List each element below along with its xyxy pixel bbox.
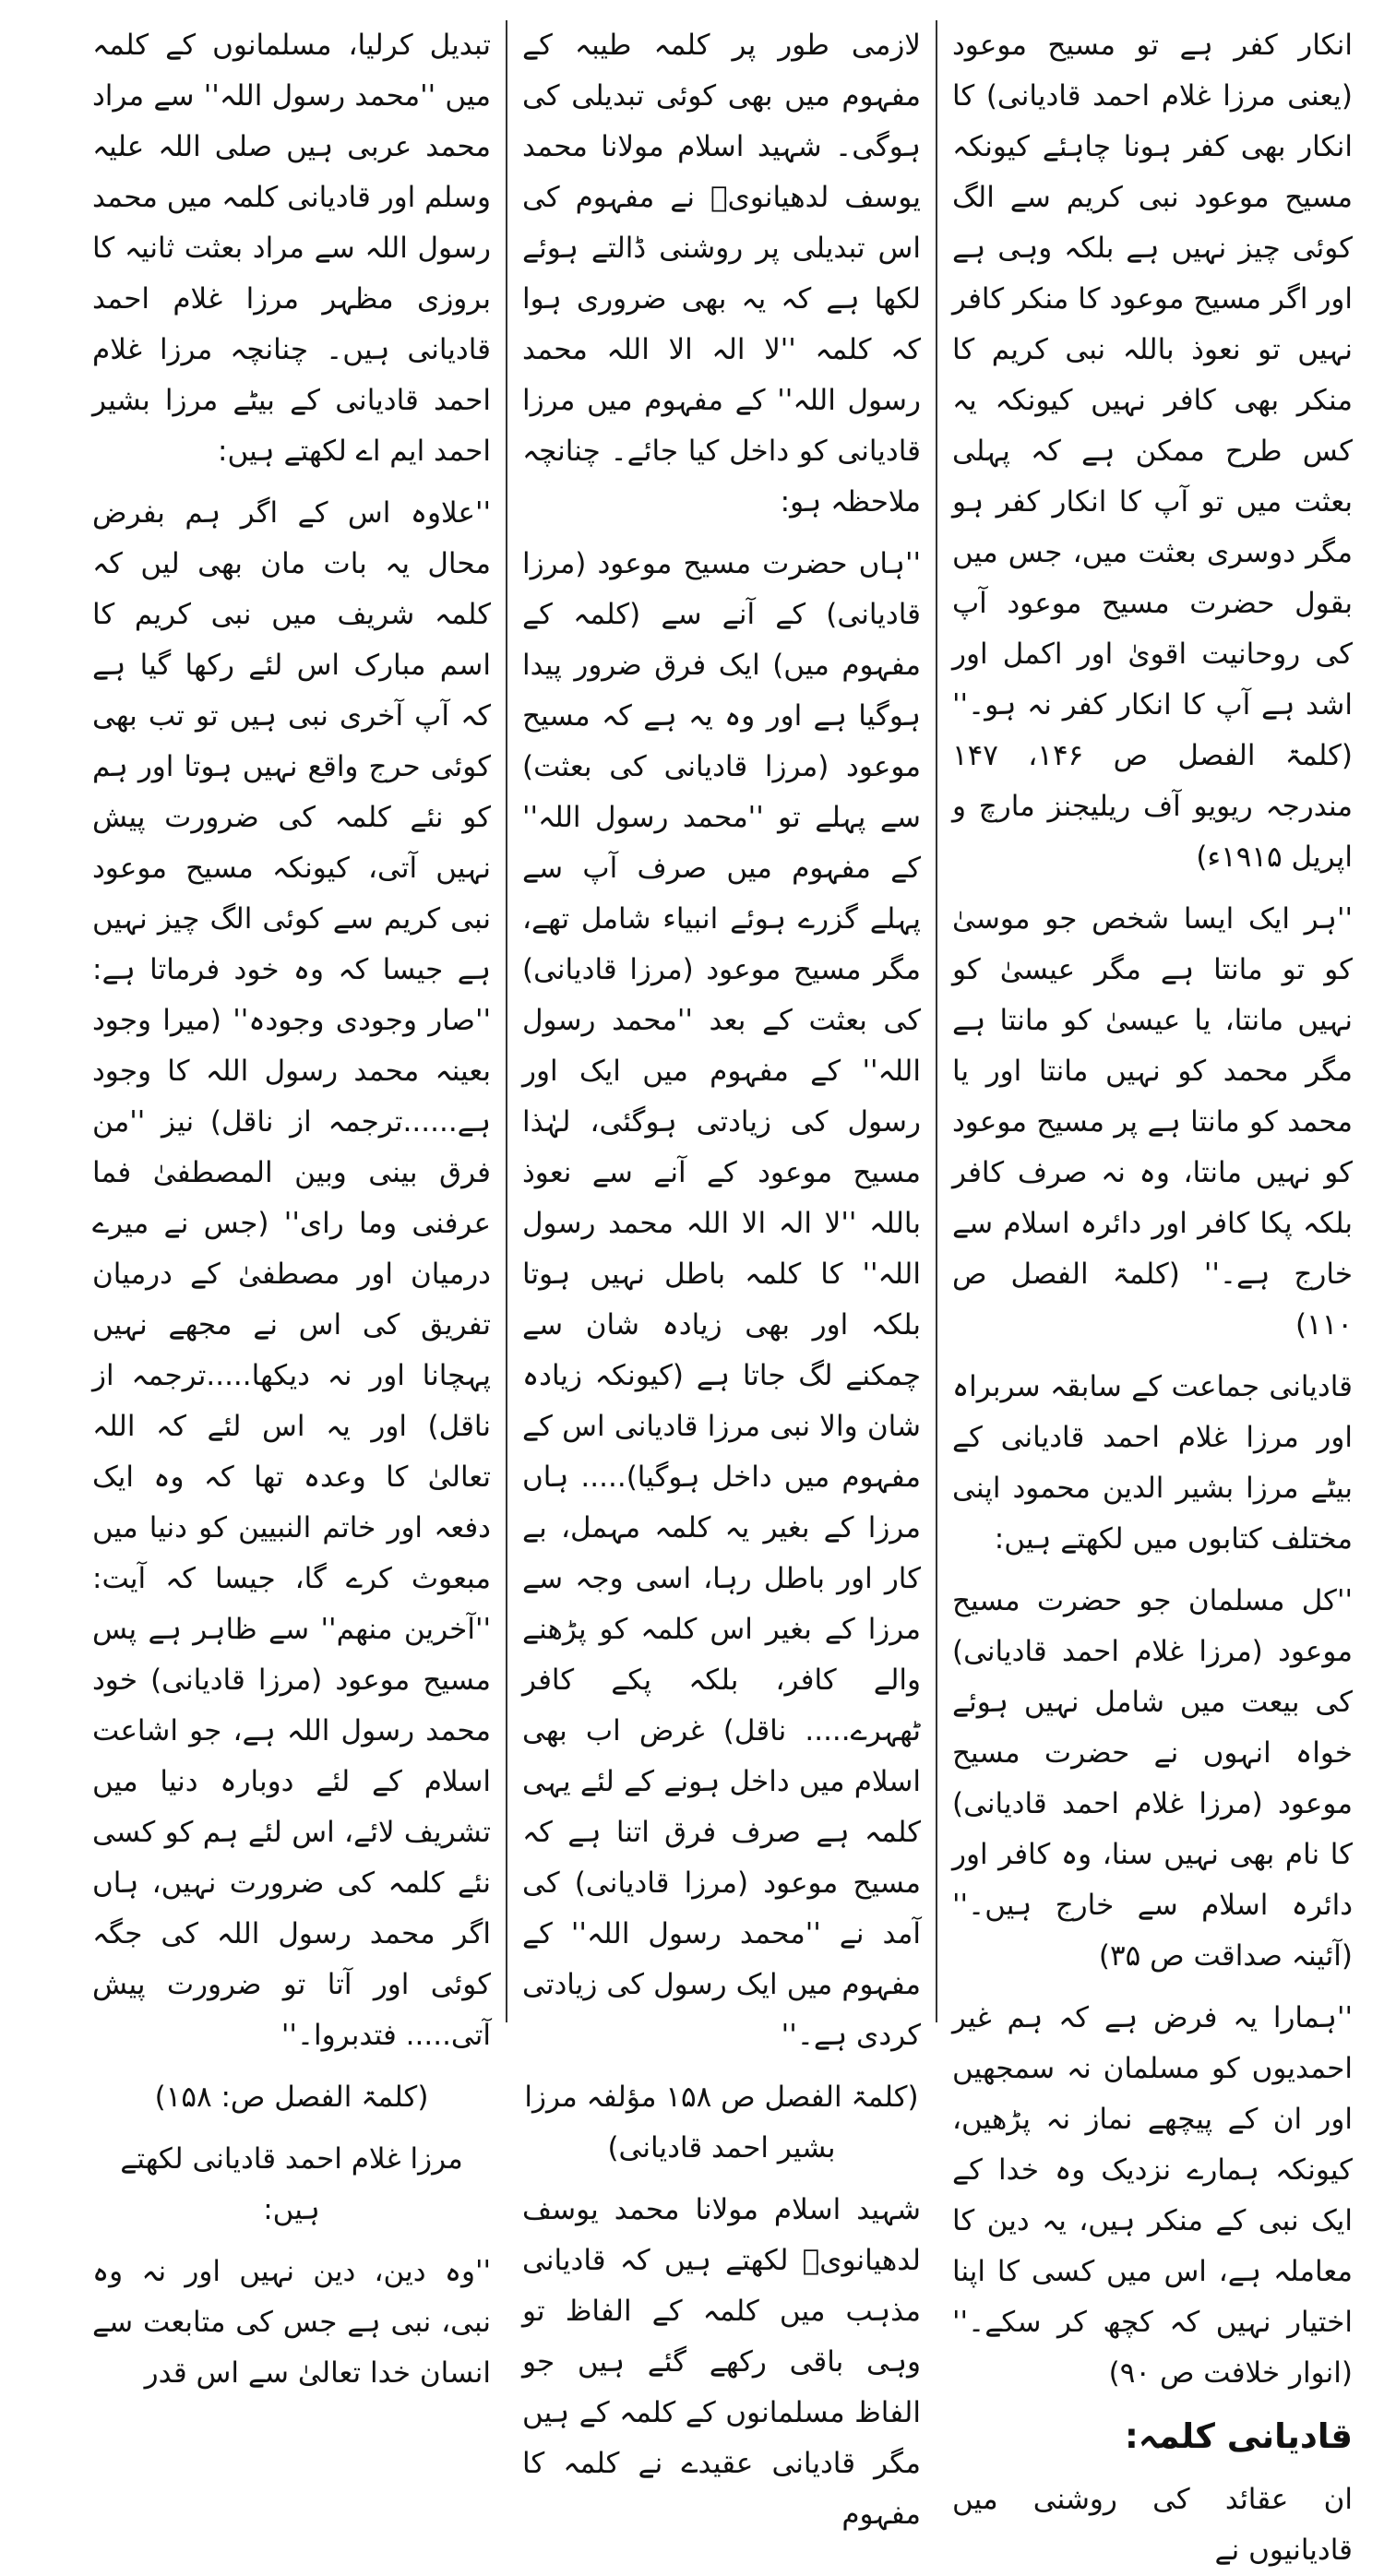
citation-line: (کلمۃ الفصل ص: ۱۵۸) (154, 2081, 429, 2114)
paragraph: ''ہر ایک ایسا شخص جو موسیٰ کو تو مانتا ہے مگر عیسیٰ کو نہیں مانتا، یا عیسیٰ کو مانتا ہے مگر محمد کو نہیں مانتا اور یا محمد کو مانتا ہے پر مسیح موعود کو نہیں مانتا، وہ نہ صرف کافر بلکہ پکا کافر اور دائرہ اسلام سے خارج ہے۔'' (کلمۃ الفصل ص ۱۱۰) (952, 902, 1353, 1342)
paragraph: لازمی طور پر کلمہ طیبہ کے مفہوم میں بھی کوئی تبدیلی کی ہوگی۔ شہید اسلام مولانا محمد یوسف لدھیانویؒ نے مفہوم کی اس تبدیلی پر روشنی ڈالتے ہوئے لکھا ہے کہ یہ بھی ضروری ہوا کہ کلمہ ''لا الہ الا اللہ محمد رسول اللہ'' کے مفہوم میں مرزا قادیانی کو داخل کیا جائے۔ چنانچہ ملاحظہ ہو: (522, 29, 921, 519)
citation-line: مرزا غلام احمد قادیانی لکھتے ہیں: (120, 2142, 463, 2226)
paragraph: قادیانی جماعت کے سابقہ سربراہ اور مرزا غلام احمد قادیانی کے بیٹے مرزا بشیر الدین محمود اپنی مختلف کتابوں میں لکھتے ہیں: (952, 1370, 1353, 1556)
paragraph: ''کل مسلمان جو حضرت مسیح موعود (مرزا غلام احمد قادیانی) کی بیعت میں شامل نہیں ہوئے خواہ انہوں نے حضرت مسیح موعود (مرزا غلام احمد قادیانی) کا نام بھی نہیں سنا، وہ کافر اور دائرہ اسلام سے خارج ہیں۔'' (آئینہ صداقت ص ۳۵) (952, 1584, 1353, 1973)
paragraph: ''ہمارا یہ فرض ہے کہ ہم غیر احمدیوں کو مسلمان نہ سمجھیں اور ان کے پیچھے نماز نہ پڑھیں، کیونکہ ہمارے نزدیک وہ خدا کے ایک نبی کے منکر ہیں، یہ دین کا معاملہ ہے، اس میں کسی کا اپنا اختیار نہیں کہ کچھ کر سکے۔'' (انوار خلافت ص ۹۰) (952, 2001, 1353, 2390)
paragraph: انکار کفر ہے تو مسیح موعود (یعنی مرزا غلام احمد قادیانی) کا انکار بھی کفر ہونا چاہئے کیونکہ مسیح موعود نبی کریم سے الگ کوئی چیز نہیں ہے بلکہ وہی ہے اور اگر مسیح موعود کا منکر کافر نہیں تو نعوذ باللہ نبی کریم کا منکر بھی کافر نہیں کیونکہ یہ کس طرح ممکن ہے کہ پہلی بعثت میں تو آپ کا انکار کفر ہو مگر دوسری بعثت میں، جس میں بقول حضرت مسیح موعود آپ کی روحانیت اقویٰ اور اکمل اور اشد ہے آپ کا انکار کفر نہ ہو۔'' (کلمۃ الفصل ص ۱۴۶، ۱۴۷ مندرجہ ریویو آف ریلیجنز مارچ و اپریل ۱۹۱۵ء) (952, 29, 1354, 874)
paragraph: ''ہاں حضرت مسیح موعود (مرزا قادیانی) کے آنے سے (کلمہ کے مفہوم میں) ایک فرق ضرور پیدا ہوگیا ہے اور وہ یہ ہے کہ مسیح موعود (مرزا قادیانی کی بعثت) سے پہلے تو ''محمد رسول اللہ'' کے مفہوم میں صرف آپ سے پہلے گزرے ہوئے انبیاء شامل تھے، مگر مسیح موعود (مرزا قادیانی) کی بعثت کے بعد ''محمد رسول اللہ'' کے مفہوم میں ایک اور رسول کی زیادتی ہوگئی، لہٰذا مسیح موعود کے آنے سے نعوذ باللہ ''لا الہ الا اللہ محمد رسول اللہ'' کا کلمہ باطل نہیں ہوتا بلکہ اور بھی زیادہ شان سے چمکنے لگ جاتا ہے (کیونکہ زیادہ شان والا نبی مرزا قادیانی اس کے مفہوم میں داخل ہوگیا)..... ہاں مرزا کے بغیر یہ کلمہ مہمل، بے کار اور باطل رہا، اسی وجہ سے مرزا کے بغیر اس کلمہ کو پڑھنے والے کافر، بلکہ پکے کافر ٹھہرے..... ناقل) غرض اب بھی اسلام میں داخل ہونے کے لئے یہی کلمہ ہے صرف فرق اتنا ہے کہ مسیح موعود (مرزا قادیانی) کی آمد نے ''محمد رسول اللہ'' کے مفہوم میں ایک رسول کی زیادتی کردی ہے۔'' (522, 547, 921, 2052)
column-right (937, 20, 1367, 2567)
column-middle (507, 20, 937, 2531)
paragraph: ان عقائد کی روشنی میں قادیانیوں نے (952, 2483, 1353, 2567)
paragraph: ''وہ دین، دین نہیں اور نہ وہ نبی، نبی ہے جس کی متابعت سے انسان خدا تعالیٰ سے اس قدر (92, 2255, 491, 2390)
citation-line: (کلمۃ الفصل ص ۱۵۸ مؤلفہ مرزا بشیر احمد قادیانی) (524, 2081, 919, 2165)
column-left (78, 20, 507, 2390)
paragraph: ''علاوہ اس کے اگر ہم بفرض محال یہ بات مان بھی لیں کہ کلمہ شریف میں نبی کریم کا اسم مبارک اس لئے رکھا گیا ہے کہ آپ آخری نبی ہیں تو تب بھی کوئی حرج واقع نہیں ہوتا اور ہم کو نئے کلمہ کی ضرورت پیش نہیں آتی، کیونکہ مسیح موعود نبی کریم سے کوئی الگ چیز نہیں ہے جیسا کہ وہ خود فرماتا ہے: ''صار وجودی وجودہ'' (میرا وجود بعینہ محمد رسول اللہ کا وجود ہے......ترجمہ از ناقل) نیز ''من فرق بینی وبین المصطفیٰ فما عرفنی وما رای'' (جس نے میرے درمیان اور مصطفیٰ کے درمیان تفریق کی اس نے مجھے نہیں پہچانا اور نہ دیکھا.....ترجمہ از ناقل) اور یہ اس لئے کہ اللہ تعالیٰ کا وعدہ تھا کہ وہ ایک دفعہ اور خاتم النبیین کو دنیا میں مبعوث کرے گا، جیسا کہ آیت: ''آخرین منھم'' سے ظاہر ہے پس مسیح موعود (مرزا قادیانی) خود محمد رسول اللہ ہے، جو اشاعت اسلام کے لئے دوبارہ دنیا میں تشریف لائے، اس لئے ہم کو کسی نئے کلمہ کی ضرورت نہیں، ہاں اگر محمد رسول اللہ کی جگہ کوئی اور آتا تو ضرورت پیش آتی..... فتدبروا۔'' (92, 496, 491, 2052)
section-heading: قادیانی کلمہ: (1124, 2416, 1353, 2456)
paragraph: شہید اسلام مولانا محمد یوسف لدھیانویؒ لکھتے ہیں کہ قادیانی مذہب میں کلمہ کے الفاظ تو وہی باقی رکھے گئے ہیں جو الفاظ مسلمانوں کے کلمہ کے ہیں مگر قادیانی عقیدے نے کلمہ کا مفہوم (522, 2193, 921, 2531)
paragraph: تبدیل کرلیا، مسلمانوں کے کلمہ میں ''محمد رسول اللہ'' سے مراد محمد عربی ہیں صلی اللہ علیہ وسلم اور قادیانی کلمہ میں محمد رسول اللہ سے مراد بعثت ثانیہ کا بروزی مظہر مرزا غلام احمد قادیانی ہیں۔ چنانچہ مرزا غلام احمد قادیانی کے بیٹے مرزا بشیر احمد ایم اے لکھتے ہیں: (92, 29, 491, 468)
